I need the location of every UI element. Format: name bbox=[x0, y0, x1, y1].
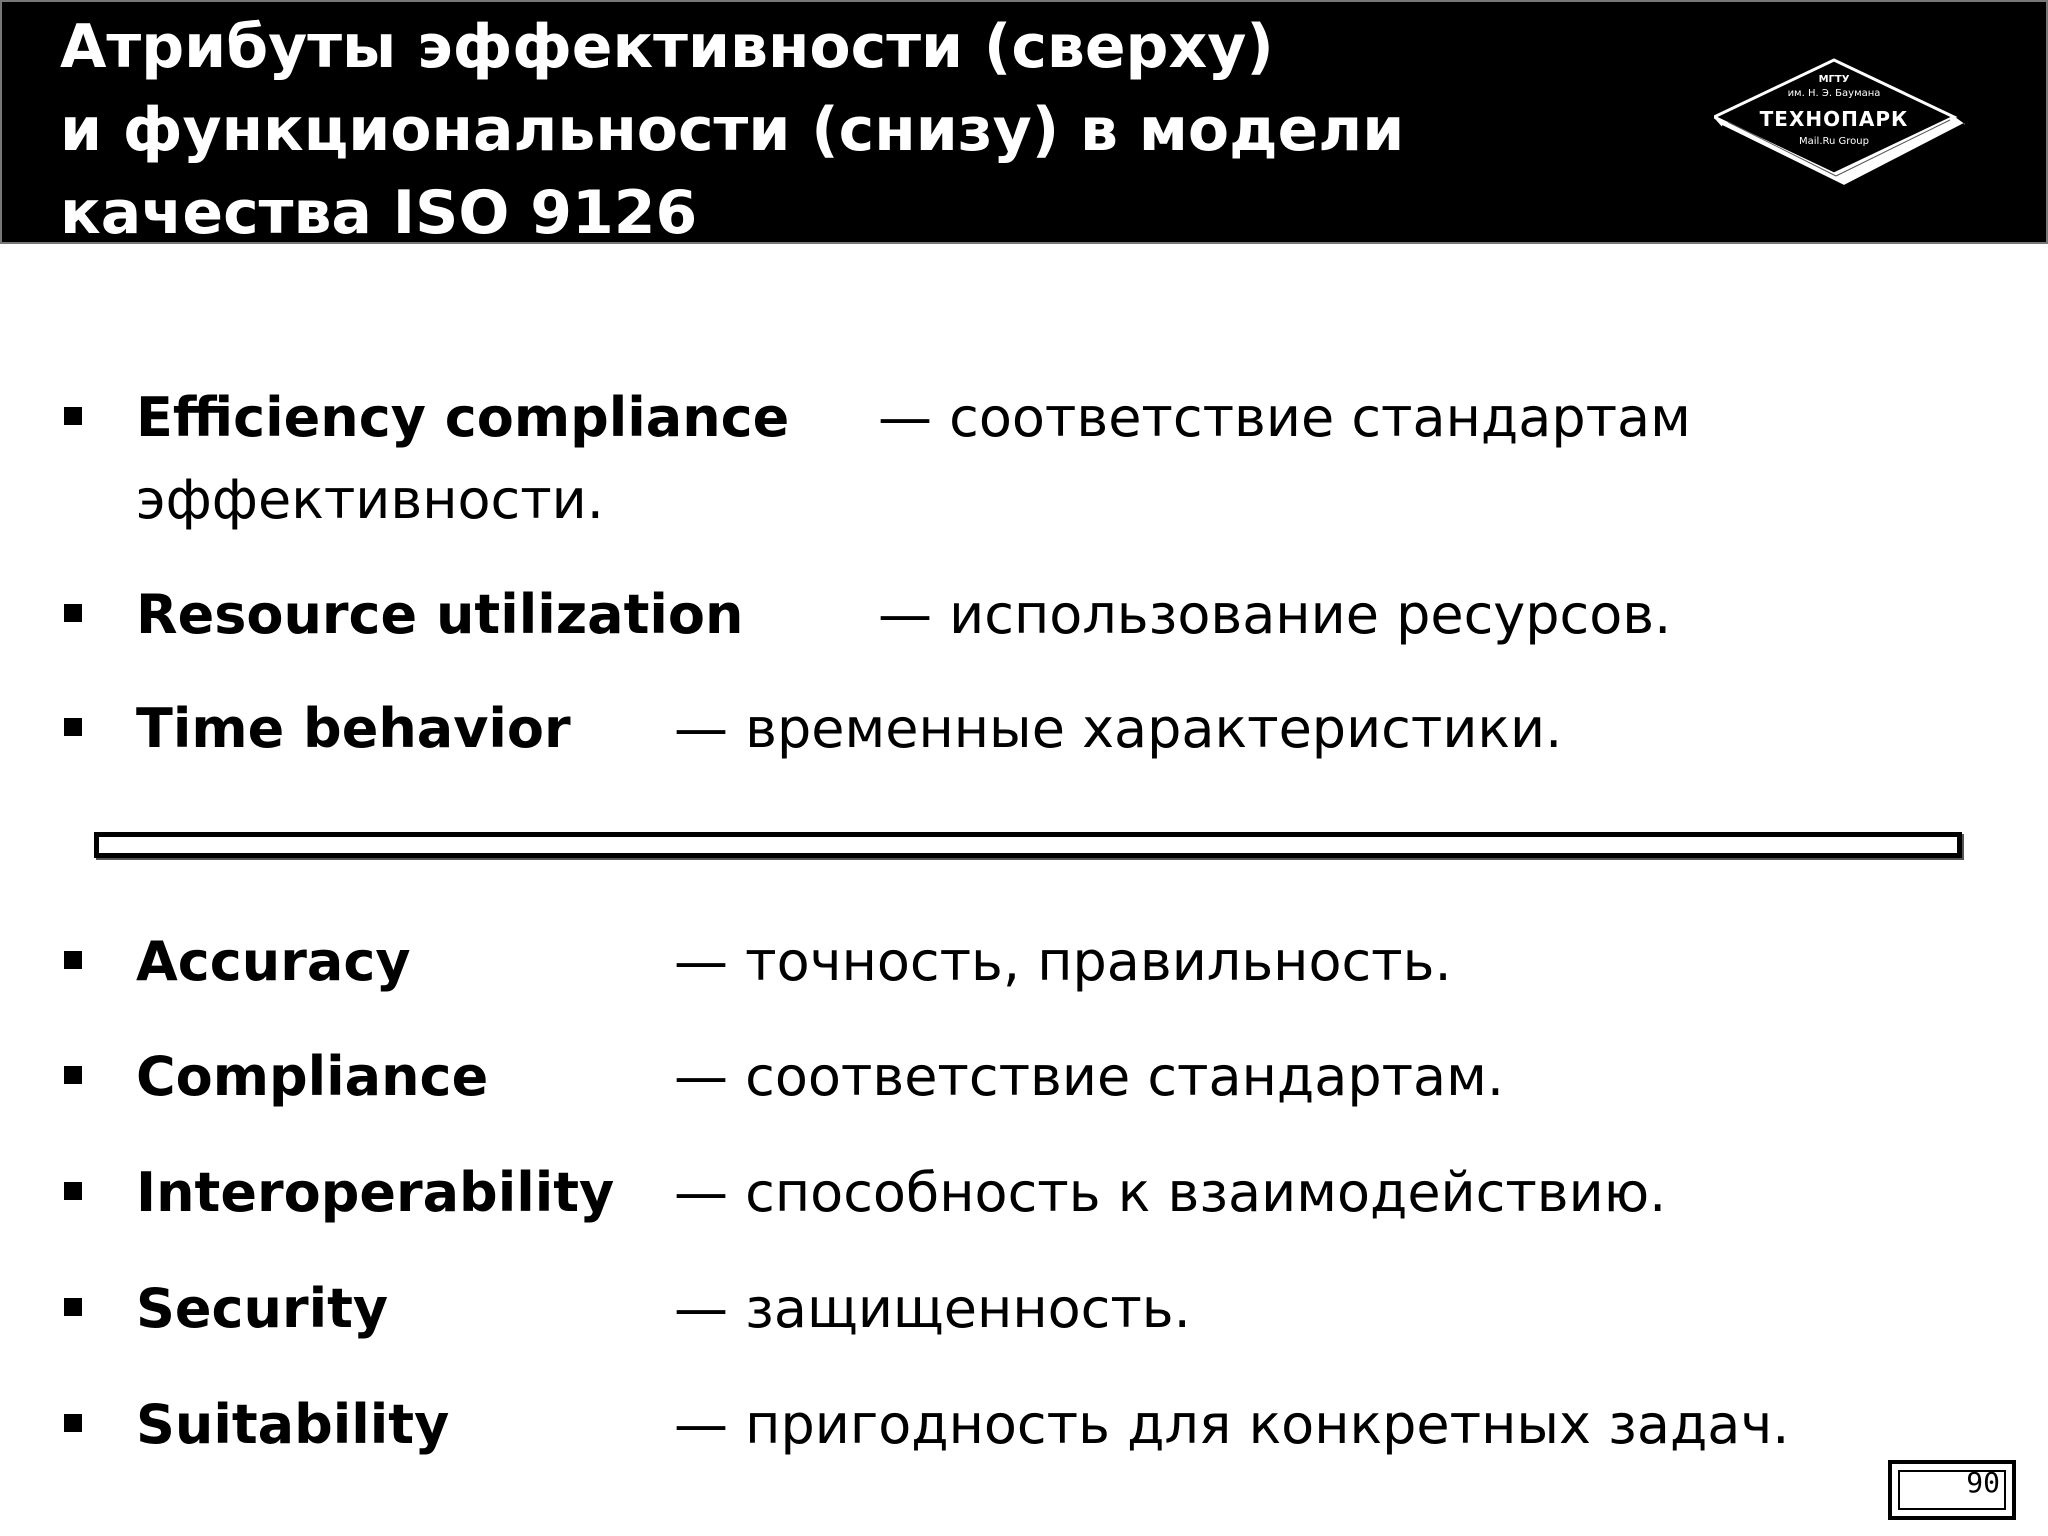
item-definition: — соответствие стандартам bbox=[878, 386, 1691, 449]
bullet-icon bbox=[64, 1066, 82, 1084]
slide-title bbox=[60, 6, 1660, 255]
item-definition: — способность к взаимодействию. bbox=[674, 1161, 1667, 1224]
item-term: Efficiency compliance bbox=[136, 386, 790, 449]
page-number: 90 bbox=[1966, 1466, 2000, 1499]
logo-line-1: МГТУ bbox=[1818, 74, 1850, 85]
bullet-icon bbox=[64, 407, 82, 425]
bullet-icon bbox=[64, 1414, 82, 1432]
item-definition: — пригодность для конкретных задач. bbox=[674, 1393, 1790, 1456]
item-definition-continuation: эффективности. bbox=[136, 468, 604, 531]
item-definition: — использование ресурсов. bbox=[878, 583, 1672, 646]
item-term: Compliance bbox=[136, 1045, 489, 1108]
item-term: Interoperability bbox=[136, 1161, 615, 1224]
logo-line-2: им. Н. Э. Баумана bbox=[1787, 88, 1881, 99]
item-definition: — соответствие стандартам. bbox=[674, 1045, 1505, 1108]
item-definition: — защищенность. bbox=[674, 1277, 1191, 1340]
item-term: Resource utilization bbox=[136, 583, 744, 646]
slide-header bbox=[0, 0, 2048, 248]
technopark-logo bbox=[1714, 52, 1984, 202]
item-term: Suitability bbox=[136, 1393, 450, 1456]
logo-line-3: ТЕХНОПАРК bbox=[1759, 107, 1909, 131]
item-term: Time behavior bbox=[136, 697, 571, 760]
bullet-icon bbox=[64, 1182, 82, 1200]
item-term: Security bbox=[136, 1277, 389, 1340]
bullet-icon bbox=[64, 604, 82, 622]
title-line-1: Атрибуты эффективности (сверху) bbox=[60, 12, 1274, 82]
title-line-2: и функциональности (снизу) в модели bbox=[60, 95, 1405, 165]
item-definition: — точность, правильность. bbox=[674, 930, 1452, 993]
bullet-icon bbox=[64, 718, 82, 736]
section-divider bbox=[94, 832, 1962, 858]
bullet-icon bbox=[64, 951, 82, 969]
item-term: Accuracy bbox=[136, 930, 411, 993]
logo-line-4: Mail.Ru Group bbox=[1799, 136, 1869, 147]
page-number-box bbox=[1888, 1460, 2016, 1520]
title-line-3: качества ISO 9126 bbox=[60, 178, 698, 248]
item-definition: — временные характеристики. bbox=[674, 697, 1563, 760]
bullet-icon bbox=[64, 1298, 82, 1316]
